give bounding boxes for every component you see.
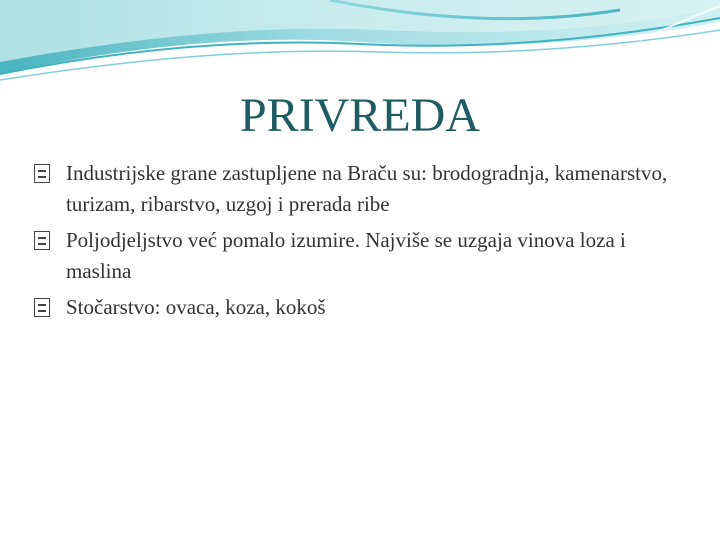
bullet-item-agriculture xyxy=(30,225,690,287)
bullet-text: Industrijske grane zastupljene na Braču su: brodogradnja, kamenarstvo, turizam, ribarstvo, uzgoj i prerada ribe xyxy=(66,161,668,216)
missing-glyph-icon xyxy=(34,298,50,317)
missing-glyph-icon xyxy=(34,231,50,250)
bullet-item-livestock xyxy=(30,292,690,323)
slide-title: PRIVREDA xyxy=(239,89,481,142)
bullet-list xyxy=(30,158,690,328)
bullet-item-industry xyxy=(30,158,690,220)
bullet-text: Poljodjeljstvo već pomalo izumire. Najviše se uzgaja vinova loza i maslina xyxy=(66,228,626,283)
missing-glyph-icon xyxy=(34,164,50,183)
bullet-text: Stočarstvo: ovaca, koza, kokoš xyxy=(66,295,326,319)
header-wave-decoration xyxy=(0,0,720,90)
